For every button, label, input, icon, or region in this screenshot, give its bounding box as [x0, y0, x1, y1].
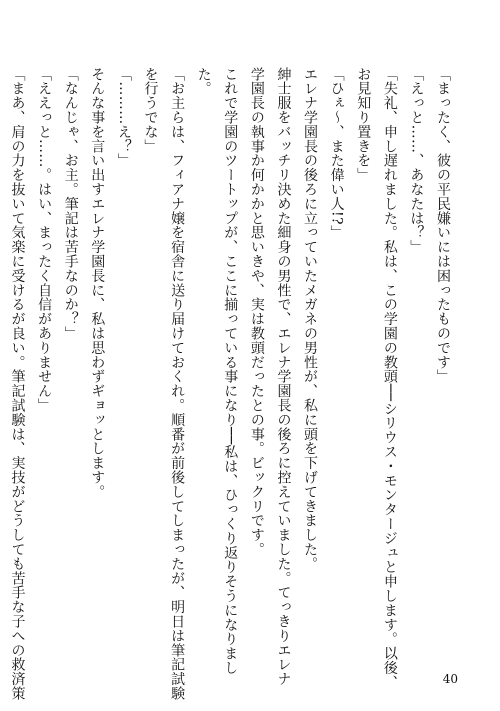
text-line: 紳士服をバッチリ決めた細身の男性で、エレナ学園長の後ろに控えていました。てっきりエレナ — [275, 67, 292, 687]
text-line: お見知り置きを」 — [355, 67, 372, 183]
text-line: そんな事を言い出すエレナ学園長に、私は思わずギョッとします。 — [89, 67, 106, 499]
text-line: 「失礼、申し遅れました。私は、この学園の教頭──シリウス・モンタージュと申します。以後、 — [381, 67, 398, 690]
text-line: を行うでな」 — [142, 67, 159, 154]
page-number: 40 — [442, 672, 458, 686]
text-line: 「………え？」 — [115, 67, 132, 168]
text-line: エレナ学園長の後ろに立っていたメガネの男性が、私に頭を下げてきました。 — [302, 67, 319, 571]
text-line: 「まあ、肩の力を抜いて気楽に受けるが良い。筆記試験は、実技がどうしても苦手な子への救済策 — [9, 67, 26, 701]
text-line: 「えっと……、あなたは？」 — [408, 67, 425, 255]
text-line: 「ええっと……。はい、まったく自信がありません」 — [36, 67, 53, 413]
text-line: 学園長の執事か何かかと思いきや、実は教頭だったとの事。ビックリです。 — [248, 67, 265, 557]
text-line: 「お主らは、フィアナ嬢を宿舎に送り届けておくれ。順番が前後してしまったが、明日は筆記試験 — [169, 67, 186, 701]
text-line: 「ひぇ～、また偉い人!?」 — [328, 67, 345, 240]
text-line: 「なんじゃ、お主。筆記は苦手なのか？」 — [62, 67, 79, 341]
text-line: た。 — [195, 67, 212, 96]
text-line: 「まったく、彼の平民嫌いには困ったものです」 — [435, 67, 451, 384]
text-line: これで学園のツートップが、ここに揃っている事になり──私は、ひっくり返りそうになりまし — [222, 67, 239, 676]
